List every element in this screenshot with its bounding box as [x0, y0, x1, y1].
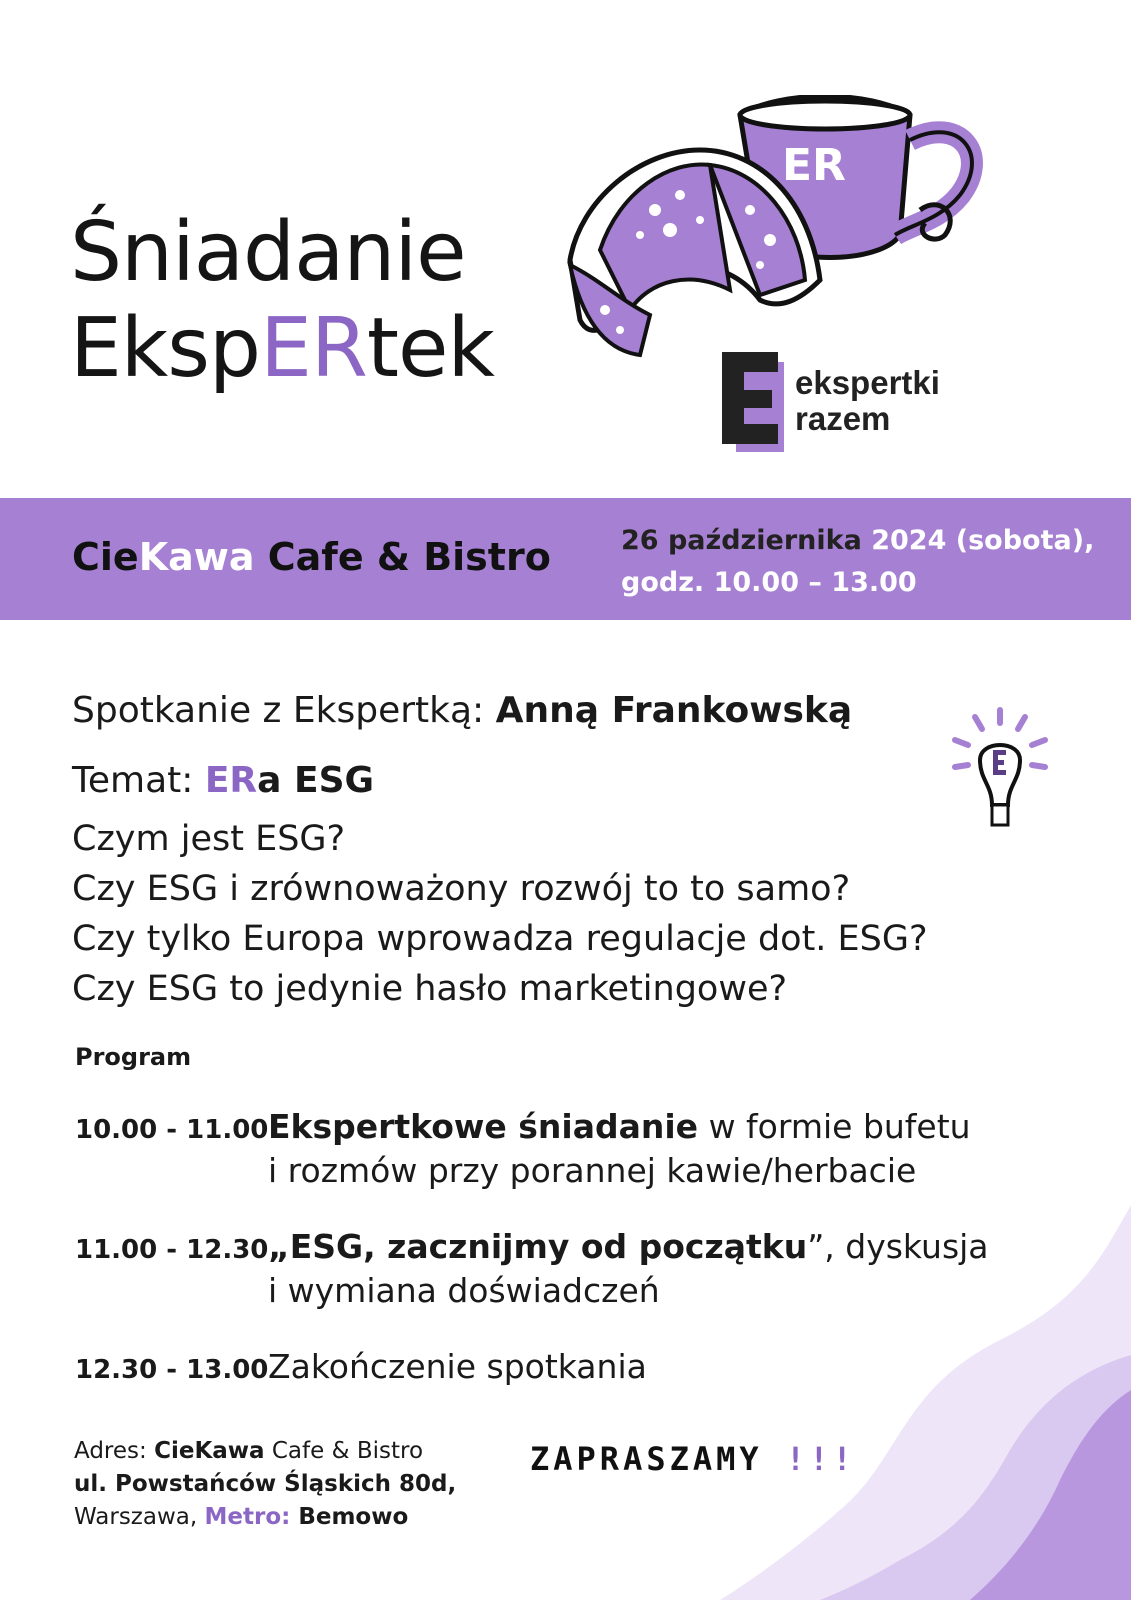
title-line-2	[70, 301, 494, 397]
address-block	[74, 1435, 456, 1534]
program-desc-bold: Ekspertkowe śniadanie	[268, 1107, 699, 1146]
topic-rest: a ESG	[257, 760, 375, 801]
program-heading: Program	[75, 1043, 192, 1071]
invitation-text: ZAPRASZAMY	[530, 1440, 786, 1478]
svg-text:ER: ER	[782, 140, 846, 191]
program-desc	[268, 1345, 647, 1389]
logo-wordmark	[795, 365, 940, 437]
topic-label: Temat:	[72, 760, 205, 801]
venue-part-b: Kawa	[138, 535, 255, 579]
venue-name	[72, 535, 551, 579]
program-desc-line2: i rozmów przy porannej kawie/herbacie	[268, 1151, 917, 1190]
logo-line-1: ekspertki	[795, 364, 940, 401]
question-item: Czy ESG i zrównoważony rozwój to to samo?	[72, 869, 851, 909]
address-venue-rest: Cafe & Bistro	[264, 1438, 424, 1464]
address-label: Adres:	[74, 1438, 155, 1464]
address-venue-bold: CieKawa	[154, 1438, 265, 1464]
program-time: 11.00 - 12.30	[75, 1235, 269, 1265]
date-part-a: 26 października	[621, 525, 872, 556]
program-desc	[268, 1225, 989, 1313]
lightbulb-icon	[950, 705, 1060, 845]
program-desc	[268, 1105, 971, 1193]
venue-part-c: Cafe & Bistro	[254, 535, 551, 579]
expert-name: Anną Frankowską	[495, 690, 853, 731]
invitation-marks: !!!	[785, 1440, 856, 1478]
event-date-time	[621, 520, 1094, 604]
address-line-3	[74, 1501, 456, 1534]
program-desc-line2: i wymiana doświadczeń	[268, 1271, 660, 1310]
title-part-c: tek	[366, 301, 494, 396]
event-time: godz. 10.00 – 13.00	[621, 567, 917, 598]
question-item: Czym jest ESG?	[72, 819, 346, 859]
ekspertki-razem-logo	[722, 352, 784, 452]
title-part-er: ER	[260, 301, 367, 396]
date-year: 2024	[871, 525, 947, 556]
title-line-1: Śniadanie	[70, 205, 466, 300]
date-part-c: (sobota),	[946, 525, 1095, 556]
program-time: 12.30 - 13.00	[75, 1355, 269, 1385]
event-date	[621, 520, 1094, 562]
question-item: Czy tylko Europa wprowadza regulacje dot. ESG?	[72, 919, 928, 959]
topic-er: ER	[204, 760, 258, 801]
question-item: Czy ESG to jedynie hasło marketingowe?	[72, 969, 788, 1009]
program-desc-bold: „ESG, zacznijmy od początku	[268, 1227, 808, 1266]
program-desc-rest: ”, dyskusja	[807, 1227, 989, 1266]
meeting-label: Spotkanie z Ekspertką:	[72, 690, 496, 731]
address-city: Warszawa,	[74, 1504, 205, 1530]
program-desc-rest: w formie bufetu	[698, 1107, 971, 1146]
topic-line	[72, 760, 374, 801]
invitation-callout	[530, 1440, 856, 1478]
meeting-line	[72, 690, 852, 731]
logo-line-2: razem	[795, 400, 891, 437]
venue-part-a: Cie	[72, 535, 139, 579]
metro-station: Bemowo	[290, 1504, 409, 1530]
page-title	[70, 205, 494, 397]
croissant-icon	[560, 140, 840, 370]
program-time: 10.00 - 11.00	[75, 1115, 269, 1145]
address-street: ul. Powstańców Śląskich 80d,	[74, 1471, 457, 1497]
title-part-a: Eksp	[70, 301, 261, 396]
question-list	[72, 814, 928, 1014]
metro-label: Metro:	[204, 1504, 291, 1530]
program-desc-rest: Zakończenie spotkania	[268, 1347, 647, 1386]
address-line-1	[74, 1435, 456, 1468]
